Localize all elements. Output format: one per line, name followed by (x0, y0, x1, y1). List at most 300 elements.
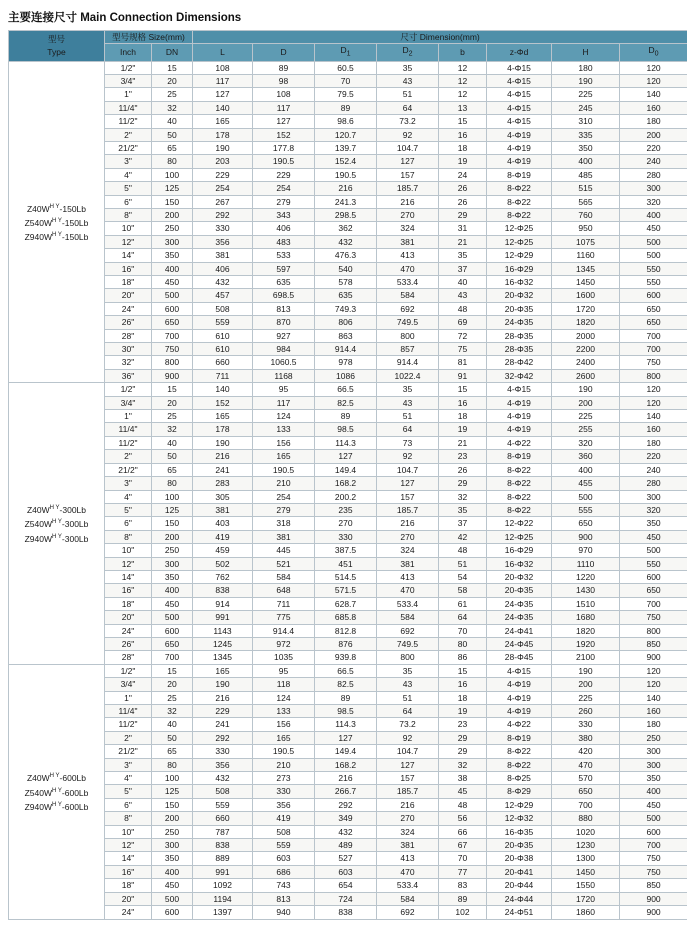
cell-inch: 6" (105, 798, 152, 811)
cell-d0: 700 (620, 839, 687, 852)
cell-d1: 298.5 (315, 208, 377, 221)
cell-d2: 749.5 (377, 316, 439, 329)
cell-inch: 30" (105, 343, 152, 356)
cell-d: 108 (253, 88, 315, 101)
col-d1: $D_1$ (315, 44, 377, 61)
cell-z-d: 8-Φ22 (487, 745, 552, 758)
cell-d0: 240 (620, 463, 687, 476)
cell-dn: 650 (152, 637, 193, 650)
cell-h: 1020 (552, 825, 620, 838)
cell-d0: 280 (620, 477, 687, 490)
cell-b: 83 (439, 879, 487, 892)
cell-inch: 8" (105, 530, 152, 543)
cell-b: 13 (439, 101, 487, 114)
cell-d0: 180 (620, 436, 687, 449)
cell-z-d: 4-Φ19 (487, 155, 552, 168)
cell-d1: 200.2 (315, 490, 377, 503)
cell-h: 335 (552, 128, 620, 141)
cell-l: 356 (193, 235, 253, 248)
cell-l: 216 (193, 691, 253, 704)
cell-dn: 32 (152, 705, 193, 718)
cell-b: 91 (439, 369, 487, 382)
table-row (9, 141, 687, 154)
cell-dn: 600 (152, 302, 193, 315)
cell-d0: 300 (620, 182, 687, 195)
cell-b: 16 (439, 678, 487, 691)
col-b: b (439, 44, 487, 61)
table-row (9, 436, 687, 449)
cell-l: 305 (193, 490, 253, 503)
cell-d: 210 (253, 758, 315, 771)
col-d: D (253, 44, 315, 61)
cell-h: 880 (552, 812, 620, 825)
cell-inch: 21/2" (105, 463, 152, 476)
cell-z-d: 20-Φ32 (487, 289, 552, 302)
cell-z-d: 4-Φ22 (487, 718, 552, 731)
cell-d1: 527 (315, 852, 377, 865)
type-line: $Z40W^{H Y}-600Lb$ (9, 770, 104, 784)
cell-z-d: 24-Φ35 (487, 611, 552, 624)
cell-z-d: 20-Φ35 (487, 584, 552, 597)
cell-dn: 750 (152, 343, 193, 356)
cell-h: 1920 (552, 637, 620, 650)
cell-z-d: 16-Φ29 (487, 262, 552, 275)
cell-d0: 140 (620, 410, 687, 423)
cell-b: 81 (439, 356, 487, 369)
cell-d: 127 (253, 115, 315, 128)
cell-d: 117 (253, 396, 315, 409)
cell-h: 200 (552, 396, 620, 409)
table-row (9, 758, 687, 771)
cell-d: 279 (253, 503, 315, 516)
cell-d1: 190.5 (315, 168, 377, 181)
cell-d2: 127 (377, 155, 439, 168)
cell-h: 470 (552, 758, 620, 771)
cell-d1: 114.3 (315, 436, 377, 449)
cell-d1: 266.7 (315, 785, 377, 798)
col-d0: $D_0$ (620, 44, 687, 61)
cell-l: 190 (193, 436, 253, 449)
cell-h: 485 (552, 168, 620, 181)
cell-d1: 139.7 (315, 141, 377, 154)
cell-dn: 125 (152, 182, 193, 195)
cell-d: 165 (253, 450, 315, 463)
cell-inch: 3/4" (105, 74, 152, 87)
cell-d0: 650 (620, 302, 687, 315)
cell-h: 320 (552, 436, 620, 449)
cell-l: 108 (193, 61, 253, 74)
cell-z-d: 12-Φ25 (487, 235, 552, 248)
cell-d0: 500 (620, 812, 687, 825)
type-superscript: H Y (52, 232, 62, 238)
table-row (9, 208, 687, 221)
cell-d0: 900 (620, 651, 687, 664)
cell-d0: 500 (620, 235, 687, 248)
cell-d2: 73 (377, 436, 439, 449)
cell-dn: 200 (152, 530, 193, 543)
cell-d: 698.5 (253, 289, 315, 302)
cell-d0: 320 (620, 195, 687, 208)
cell-l: 216 (193, 450, 253, 463)
table-row (9, 705, 687, 718)
cell-dn: 350 (152, 852, 193, 865)
cell-h: 310 (552, 115, 620, 128)
cell-b: 45 (439, 785, 487, 798)
cell-d0: 140 (620, 88, 687, 101)
table-row (9, 865, 687, 878)
cell-z-d: 24-Φ51 (487, 906, 552, 919)
cell-z-d: 24-Φ41 (487, 624, 552, 637)
type-line: $Z540W^{H Y}-300Lb$ (9, 516, 104, 530)
table-row (9, 745, 687, 758)
type-line: $Z540W^{H Y}-150Lb$ (9, 215, 104, 229)
cell-d: 133 (253, 423, 315, 436)
cell-d1: 514.5 (315, 570, 377, 583)
cell-dn: 32 (152, 101, 193, 114)
cell-dn: 250 (152, 544, 193, 557)
cell-d0: 600 (620, 825, 687, 838)
cell-h: 2200 (552, 343, 620, 356)
cell-d: 813 (253, 302, 315, 315)
cell-d2: 1022.4 (377, 369, 439, 382)
cell-b: 18 (439, 410, 487, 423)
cell-l: 914 (193, 597, 253, 610)
table-row (9, 329, 687, 342)
cell-l: 381 (193, 249, 253, 262)
cell-d1: 98.5 (315, 423, 377, 436)
cell-h: 1450 (552, 276, 620, 289)
cell-d1: 838 (315, 906, 377, 919)
cell-d1: 387.5 (315, 544, 377, 557)
cell-inch: 1" (105, 410, 152, 423)
cell-d: 743 (253, 879, 315, 892)
cell-d: 711 (253, 597, 315, 610)
cell-d0: 180 (620, 115, 687, 128)
cell-d: 156 (253, 436, 315, 449)
cell-dn: 300 (152, 235, 193, 248)
cell-l: 508 (193, 302, 253, 315)
cell-h: 970 (552, 544, 620, 557)
table-header (9, 31, 687, 62)
cell-d2: 533.4 (377, 879, 439, 892)
cell-d0: 120 (620, 74, 687, 87)
cell-d: 597 (253, 262, 315, 275)
cell-inch: 5" (105, 182, 152, 195)
cell-z-d: 4-Φ19 (487, 705, 552, 718)
cell-dn: 700 (152, 329, 193, 342)
cell-d2: 92 (377, 128, 439, 141)
cell-z-d: 4-Φ19 (487, 141, 552, 154)
cell-d2: 413 (377, 570, 439, 583)
cell-inch: 24" (105, 906, 152, 919)
cell-d: 1060.5 (253, 356, 315, 369)
cell-dn: 80 (152, 758, 193, 771)
table-row (9, 892, 687, 905)
cell-b: 23 (439, 718, 487, 731)
table-row (9, 235, 687, 248)
cell-d: 318 (253, 517, 315, 530)
cell-d1: 66.5 (315, 383, 377, 396)
cell-d0: 400 (620, 785, 687, 798)
cell-b: 15 (439, 664, 487, 677)
cell-dn: 150 (152, 517, 193, 530)
cell-dn: 20 (152, 678, 193, 691)
cell-d2: 92 (377, 450, 439, 463)
cell-l: 559 (193, 798, 253, 811)
cell-z-d: 8-Φ19 (487, 168, 552, 181)
cell-d1: 152.4 (315, 155, 377, 168)
cell-dn: 800 (152, 356, 193, 369)
cell-b: 32 (439, 758, 487, 771)
cell-h: 1450 (552, 865, 620, 878)
table-row (9, 74, 687, 87)
table-row (9, 410, 687, 423)
cell-d2: 73.2 (377, 718, 439, 731)
cell-inch: 12" (105, 839, 152, 852)
table-row (9, 678, 687, 691)
table-row (9, 597, 687, 610)
cell-d2: 270 (377, 208, 439, 221)
table-row (9, 825, 687, 838)
cell-d2: 584 (377, 892, 439, 905)
cell-d1: 89 (315, 691, 377, 704)
cell-d2: 584 (377, 289, 439, 302)
cell-inch: 2" (105, 731, 152, 744)
cell-z-d: 4-Φ15 (487, 383, 552, 396)
cell-d: 419 (253, 812, 315, 825)
cell-d2: 857 (377, 343, 439, 356)
cell-z-d: 4-Φ19 (487, 128, 552, 141)
cell-d2: 914.4 (377, 356, 439, 369)
cell-l: 254 (193, 182, 253, 195)
cell-b: 43 (439, 289, 487, 302)
cell-inch: 20" (105, 289, 152, 302)
cell-l: 165 (193, 115, 253, 128)
cell-inch: 16" (105, 584, 152, 597)
cell-b: 26 (439, 195, 487, 208)
cell-h: 1110 (552, 557, 620, 570)
cell-d0: 120 (620, 678, 687, 691)
cell-inch: 11/4" (105, 705, 152, 718)
cell-d2: 381 (377, 557, 439, 570)
cell-d: 95 (253, 383, 315, 396)
cell-dn: 50 (152, 731, 193, 744)
cell-d0: 600 (620, 570, 687, 583)
cell-d2: 185.7 (377, 503, 439, 516)
cell-b: 51 (439, 557, 487, 570)
cell-l: 1397 (193, 906, 253, 919)
cell-h: 2000 (552, 329, 620, 342)
cell-h: 225 (552, 691, 620, 704)
table-row (9, 463, 687, 476)
cell-l: 165 (193, 410, 253, 423)
cell-inch: 3/4" (105, 678, 152, 691)
cell-d: 648 (253, 584, 315, 597)
table-row (9, 195, 687, 208)
cell-h: 515 (552, 182, 620, 195)
cell-d1: 628.7 (315, 597, 377, 610)
cell-d1: 939.8 (315, 651, 377, 664)
cell-dn: 40 (152, 718, 193, 731)
cell-d0: 400 (620, 208, 687, 221)
cell-d0: 550 (620, 262, 687, 275)
cell-d2: 216 (377, 195, 439, 208)
cell-b: 24 (439, 168, 487, 181)
col-h: H (552, 44, 620, 61)
cell-z-d: 4-Φ19 (487, 423, 552, 436)
table-row (9, 383, 687, 396)
table-row (9, 356, 687, 369)
cell-z-d: 24-Φ35 (487, 597, 552, 610)
cell-d1: 978 (315, 356, 377, 369)
cell-b: 35 (439, 249, 487, 262)
cell-d: 117 (253, 101, 315, 114)
cell-dn: 100 (152, 772, 193, 785)
cell-h: 1720 (552, 302, 620, 315)
cell-h: 255 (552, 423, 620, 436)
cell-z-d: 8-Φ25 (487, 772, 552, 785)
cell-z-d: 8-Φ22 (487, 503, 552, 516)
cell-b: 21 (439, 436, 487, 449)
cell-d0: 120 (620, 61, 687, 74)
cell-b: 18 (439, 141, 487, 154)
cell-b: 64 (439, 611, 487, 624)
cell-z-d: 8-Φ22 (487, 208, 552, 221)
table-row (9, 155, 687, 168)
cell-dn: 650 (152, 316, 193, 329)
header-size-group: 型号规格 Size(mm) (105, 31, 193, 44)
cell-z-d: 4-Φ15 (487, 74, 552, 87)
cell-b: 32 (439, 490, 487, 503)
cell-d2: 92 (377, 731, 439, 744)
cell-z-d: 12-Φ25 (487, 530, 552, 543)
cell-d2: 127 (377, 477, 439, 490)
cell-d: 381 (253, 530, 315, 543)
cell-d: 254 (253, 490, 315, 503)
cell-l: 330 (193, 745, 253, 758)
cell-d0: 550 (620, 276, 687, 289)
table-body (9, 61, 687, 919)
cell-l: 403 (193, 517, 253, 530)
cell-d2: 104.7 (377, 745, 439, 758)
cell-d2: 413 (377, 852, 439, 865)
cell-b: 86 (439, 651, 487, 664)
cell-l: 178 (193, 128, 253, 141)
cell-inch: 6" (105, 195, 152, 208)
cell-h: 1220 (552, 570, 620, 583)
cell-d0: 750 (620, 356, 687, 369)
cell-h: 225 (552, 410, 620, 423)
cell-d2: 51 (377, 410, 439, 423)
cell-d2: 381 (377, 839, 439, 852)
cell-d1: 216 (315, 182, 377, 195)
cell-b: 12 (439, 88, 487, 101)
cell-z-d: 24-Φ35 (487, 316, 552, 329)
cell-z-d: 16-Φ29 (487, 544, 552, 557)
table-row (9, 115, 687, 128)
cell-h: 1510 (552, 597, 620, 610)
cell-b: 89 (439, 892, 487, 905)
cell-d: 508 (253, 825, 315, 838)
table-row (9, 624, 687, 637)
cell-inch: 16" (105, 865, 152, 878)
cell-inch: 14" (105, 249, 152, 262)
cell-h: 260 (552, 705, 620, 718)
cell-inch: 5" (105, 785, 152, 798)
cell-inch: 20" (105, 611, 152, 624)
cell-inch: 1/2" (105, 61, 152, 74)
cell-d1: 806 (315, 316, 377, 329)
cell-h: 1860 (552, 906, 620, 919)
cell-b: 40 (439, 276, 487, 289)
table-row (9, 718, 687, 731)
cell-d1: 1086 (315, 369, 377, 382)
cell-z-d: 8-Φ22 (487, 463, 552, 476)
cell-h: 1430 (552, 584, 620, 597)
cell-d0: 450 (620, 222, 687, 235)
cell-d0: 280 (620, 168, 687, 181)
cell-h: 360 (552, 450, 620, 463)
cell-b: 16 (439, 128, 487, 141)
cell-l: 406 (193, 262, 253, 275)
cell-inch: 14" (105, 852, 152, 865)
cell-b: 80 (439, 637, 487, 650)
cell-l: 140 (193, 383, 253, 396)
cell-h: 1160 (552, 249, 620, 262)
cell-d1: 149.4 (315, 463, 377, 476)
cell-z-d: 16-Φ32 (487, 557, 552, 570)
cell-d0: 800 (620, 369, 687, 382)
cell-d1: 292 (315, 798, 377, 811)
cell-b: 19 (439, 705, 487, 718)
cell-dn: 25 (152, 691, 193, 704)
cell-inch: 6" (105, 517, 152, 530)
cell-inch: 28" (105, 329, 152, 342)
cell-l: 117 (193, 74, 253, 87)
cell-b: 29 (439, 745, 487, 758)
cell-l: 610 (193, 329, 253, 342)
cell-h: 420 (552, 745, 620, 758)
cell-d2: 270 (377, 530, 439, 543)
cell-d1: 749.3 (315, 302, 377, 315)
col-inch: Inch (105, 44, 152, 61)
table-row (9, 289, 687, 302)
cell-d2: 64 (377, 423, 439, 436)
cell-l: 127 (193, 88, 253, 101)
cell-d0: 750 (620, 611, 687, 624)
cell-d1: 540 (315, 262, 377, 275)
cell-d: 635 (253, 276, 315, 289)
cell-d: 343 (253, 208, 315, 221)
table-row (9, 852, 687, 865)
cell-d: 177.8 (253, 141, 315, 154)
cell-inch: 3" (105, 477, 152, 490)
cell-d2: 185.7 (377, 785, 439, 798)
cell-l: 330 (193, 222, 253, 235)
cell-z-d: 16-Φ35 (487, 825, 552, 838)
table-row (9, 584, 687, 597)
cell-d1: 168.2 (315, 758, 377, 771)
cell-l: 1245 (193, 637, 253, 650)
cell-dn: 65 (152, 141, 193, 154)
cell-d2: 51 (377, 691, 439, 704)
cell-d: 190.5 (253, 463, 315, 476)
cell-b: 37 (439, 517, 487, 530)
table-row (9, 128, 687, 141)
cell-inch: 5" (105, 503, 152, 516)
table-row (9, 544, 687, 557)
cell-b: 48 (439, 302, 487, 315)
